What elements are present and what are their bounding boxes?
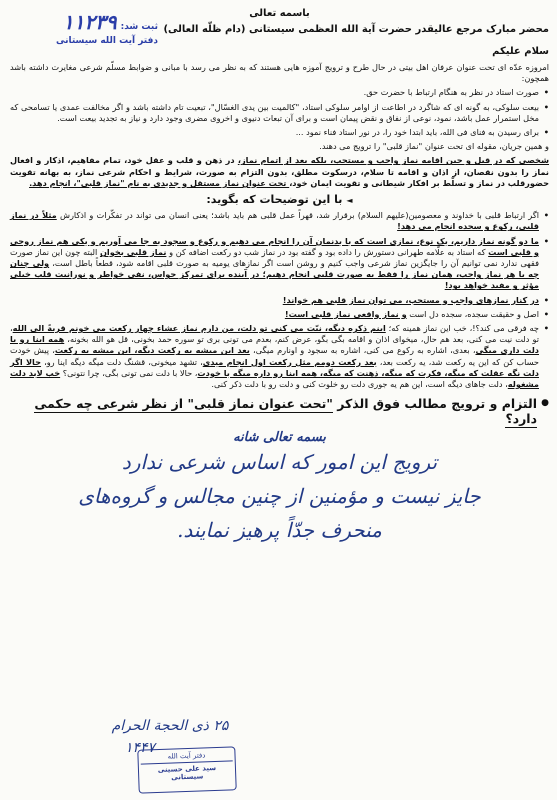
point-item: • صورت استاد در نظر به هنگام ارتباط با حضرت حق. [10,87,549,98]
claim-text: ، تو دلت نیت می کنی، بعد هم حال، میخوای اذان و اقامه بگی بگو، عرض کنم، بعدم می تونی بری تو سوره حمد بخونی، قل هو الله بخونه، [10,323,539,345]
main-question [10,396,549,426]
handwritten-year: ۱۴۴۷ [124,740,156,756]
claim-text: ، تشهد میخونی، قشنگ دلت میگه دیگه اینا رو، [41,356,203,367]
handwritten-bismillah: بسمه تعالی شانه [233,430,326,446]
handwritten-line: جایز نیست و مؤمنین از چنین مجالس و گروه‌های [78,484,481,509]
claim-emphasis: ولی چنان چه با هر نماز واجب، همان نماز را فقط به صورت قلبی انجام دهیم؛ در آینده برای تمرکز حواس، نفی خواطر و نورانیت قلب خیلی مؤثر و مفید خواهد بود! [10,258,539,291]
definition-part: تحت عنوان نماز مستقل و جدیدی به نام "نماز قلبی"، انجام دهد. [29,177,290,188]
claim-emphasis: بعد این میشه یه رکعت دیگه، این میشه یه رکعت [54,345,250,356]
point-item: • بیعت سلوکی، به گونه ای که شاگرد در اطاعت از اوامر سلوکی استاد، "کالمیت بین یدی الغسّال"، تبعیت تام داشته باشد و اگر مخالفت عمدی یا تسامحی که مخل استمرار عمل باشد، نمود، نوعی از نفاق و نقض پیمان است و برای آن تبعات دنیوی و اخروی مضری وجود دارد و نیاز به تجدید بیعت است. [10,102,549,124]
section-title: ◄ با این توضیحات که بگوید: [10,194,549,206]
stamp-office-name: دفتر آیت الله سیستانی [56,36,158,46]
claim-emphasis: بعد رکعت دومم مثل رکعت اول انجام میدی [202,356,377,367]
stamp-reg-number: ۱۱۲۳۹ [62,10,117,34]
handwritten-line: ترویج این امور که اساس شرعی ندارد [121,450,438,475]
stamp-reg-label: ثبت شد: [120,22,158,32]
claim-text: اصل و حقیقت سجده، سجده دل است [406,308,539,319]
claim-emphasis: اینم ذکره دیگه، نیّت می کنی تو دلت، من دارم نماز عشاء چهار رکعت می خونم قربةً الی الله [12,323,386,334]
claim-emphasis: مثلاً در نماز قلبی، رکوع و سجده انجام می دهد! [10,210,539,232]
claim-item [10,323,549,390]
letter-header [10,6,549,62]
claim-text: ، پیش خودت حساب کن که این یه رکعت شد، یه رکعت بعد، [10,345,539,367]
question-underlined: "تحت عنوان نماز قلبی" از نظر شرعی چه حکمی دارد؟ [34,396,537,427]
claim-text: چه فرقی می کند؟!، خب این نماز همینه که؛ [385,323,539,334]
point-item: و همین جریان، مقوله ای تحت عنوان "نماز قلبی" را ترویج می دهند. [319,141,549,152]
seal-bottom-text: سید علی حسینی سیستانی [141,760,234,782]
claim-item [10,210,549,232]
bismillah: باسمه تعالی [249,8,310,19]
addressee-title: محضر مبارک مرجع عالیقدر حضرت آیة الله العظمی سیستانی (دام ظلّه العالی) [163,24,549,35]
official-seal [137,746,236,793]
claim-text: اگر ارتباط قلبی با خداوند و معصومین(علیهم السلام) برقرار شد، قهراً عمل قلبی هم باید باشد؛ یعنی انسان می تواند در تفکّرات و اذکارش [56,210,539,221]
claim-emphasis: نماز قلبی بخوان [99,246,167,257]
seal-top-text: دفتر آیت الله [167,751,206,761]
claim-emphasis: همه اینا رو با دلت داری میگی [10,334,539,356]
claim-item [10,309,549,320]
handwritten-line: منحرف جدّاً پرهیز نمایند. [177,518,382,543]
definition-part: در ذهن و قلب و عقل خود، تمام مفاهیم، اذکار و افعال نماز را بدون نقصان، از اذان و اقامه تا سلام، درسکوت مطلق، بدون التزام به صورت، شرایط و احکام شرعی نماز، به بهانه تقویت حضورقلب در نماز و تسلّط بر افکار شیطانی و تقویت ایمان خود، [10,155,549,188]
claim-emphasis: ما دو گونه نماز داریم، یک نوع، نمازی است که با بدنمان آن را انجام می دهیم و رکوع و سجود به جا می آوریم و یکی هم نماز روحی و قلبی است [10,235,539,257]
definition-paragraph [10,155,549,189]
claim-text: ، حالا با دلت نمی تونی بگی، چرا نتونی؟ [60,367,198,378]
claim-text: ، دلت جاهای دیگه است، این هم یه جوری دلت رو خلوت کنی و دلت رو با دلت ذکر کنی. [211,379,508,390]
claim-emphasis: خب لابد دلت مشغوله [10,367,539,390]
greeting: سلام علیکم [492,46,549,57]
point-item: • برای رسیدن به فنای فی الله، باید ابتدا خود را، در نور استاد فناء نمود ... [10,127,549,138]
claim-emphasis: و نماز واقعی نماز قلبی است! [284,308,407,319]
claim-emphasis: در کنار نمازهای واجب و مستحب، می توان نماز قلبی هم خواند! [282,294,539,305]
handwritten-date: ۲۵ ذی الحجة الحرام [111,718,229,734]
claim-emphasis: حالا اگر دلت نگه عقلت که میگه، فکرت که میگه، ذهنت که میگه، همه اینا رو داره میگه با خودت [10,356,539,378]
claim-text: ، بعدی، اشاره به رکوع می کنی، اشاره به سجود و اونارم میگی، [249,345,476,356]
letter-body [10,62,549,390]
handwritten-response [10,430,549,547]
question-lead: التزام و ترویج مطالب فوق الذکر [332,396,537,412]
definition-part: شخصی که در قبل و حین اقامه نماز واجب و مستحب، بلکه بعد از اتمام نماز، [237,155,549,166]
claim-item [10,236,549,292]
claim-text: که استاد به علّامه طهرانی دستورش را داده بود و گفته بود در نماز شب دو رکعت اضافه کن و [166,246,489,257]
claim-text: البته چون این نماز صورت فقهی ندارد نمی توانیم آن را جایگزین نماز شرعی واجب کنیم و روشن است اگر نمازهای یومیه به صورت قلبی اقامه شود، قطعاً باطل است، [10,246,539,269]
intro-paragraph: امروزه عدّه ای تحت عنوان عرفان اهل بیتی در حال طرح و ترویج آموزه هایی هستند که به نظر می رسد با مبانی و ضوابط مسلّم شرعی مغایرت داشته باشد همچون: [10,62,549,84]
claim-item [10,295,549,306]
